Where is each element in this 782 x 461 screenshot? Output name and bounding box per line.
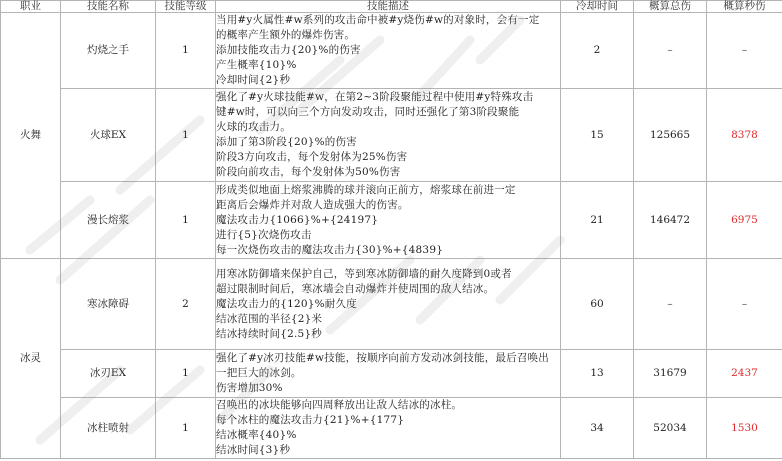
desc-line: 结冰持续时间{2.5}秒 [216, 327, 322, 340]
dps-cell: 8378 [707, 89, 782, 182]
desc-line: 一把巨大的冰剑。 [216, 367, 302, 379]
total-damage-cell: 52034 [634, 398, 707, 459]
desc-line: 伤害增加30% [216, 382, 283, 394]
table-row [1, 182, 782, 259]
header-skill-name: 技能名称 [61, 1, 156, 13]
header-row [1, 1, 782, 13]
desc-line: 强化了#y冰刃技能#w技能，按顺序向前方发动冰剑技能，最后召唤出 [216, 352, 549, 364]
desc-line: 当用#y火属性#w系列的攻击命中被#y烧伤#w的对象时，会有一定 [216, 14, 540, 26]
total-damage-cell: 125665 [634, 89, 707, 182]
desc-line: 进行{5}次烧伤攻击 [216, 228, 312, 241]
skill-level: 1 [156, 89, 216, 182]
skill-desc [216, 350, 561, 398]
desc-line: 超过限制时间后，寒冰墙会自动爆炸并使周围的敌人结冰。 [216, 282, 495, 295]
desc-line: 阶段3方向攻击，每个发射体为25%伤害 [216, 151, 408, 163]
dps-cell: 6975 [707, 182, 782, 259]
cooldown-cell: 13 [561, 350, 634, 398]
class-cell: 火舞 [1, 13, 61, 259]
desc-line: 产生概率{10}% [216, 59, 297, 71]
header-dps: 概算秒伤 [707, 1, 782, 13]
cooldown-cell: 2 [561, 13, 634, 89]
total-damage-cell: – [634, 13, 707, 89]
desc-line: 每一次烧伤攻击的魔法攻击力{30}%+{4839} [216, 243, 444, 256]
cooldown-cell: 60 [561, 259, 634, 350]
dps-cell: 1530 [707, 398, 782, 459]
total-damage-cell: 31679 [634, 350, 707, 398]
total-damage-cell: – [634, 259, 707, 350]
skill-name: 冰柱喷射 [61, 398, 156, 459]
dps-cell: – [707, 13, 782, 89]
desc-line: 结冰时间{3}秒 [216, 444, 291, 456]
skill-desc [216, 259, 561, 350]
table-row [1, 89, 782, 182]
header-total-damage: 概算总伤 [634, 1, 707, 13]
desc-line: 添加技能攻击力{20}%的伤害 [216, 44, 361, 56]
desc-line: 形成类似地面上熔浆沸腾的球并滚向正前方，熔浆球在前进一定 [216, 183, 516, 196]
cooldown-cell: 21 [561, 182, 634, 259]
desc-line: 每个冰柱的魔法攻击力{21}%+{177} [216, 414, 405, 426]
header-cooldown: 冷却时间 [561, 1, 634, 13]
dps-cell: 2437 [707, 350, 782, 398]
desc-line: 结冰概率{40}% [216, 429, 297, 441]
desc-line: 召唤出的冰块能够向四周释放出让敌人结冰的冰柱。 [216, 399, 463, 411]
desc-line: 的概率产生额外的爆炸伤害。 [216, 29, 356, 41]
header-class: 职业 [1, 1, 61, 13]
desc-line: 阶段向前攻击，每个发射体为50%伤害 [216, 166, 401, 178]
skill-name: 冰刃EX [61, 350, 156, 398]
skill-desc [216, 398, 561, 459]
desc-line: 结冰范围的半径{2}米 [216, 312, 323, 325]
total-damage-cell: 146472 [634, 182, 707, 259]
skill-name: 灼烧之手 [61, 13, 156, 89]
desc-line: 添加了第3阶段{20}%的伤害 [216, 136, 357, 148]
skill-level: 1 [156, 182, 216, 259]
desc-line: 键#w时，可以向三个方向发动攻击，同时还强化了第3阶段聚能 [216, 106, 520, 118]
desc-line: 强化了#y火球技能#w，在第2~3阶段聚能过程中使用#y特殊攻击 [216, 91, 534, 103]
header-skill-level: 技能等级 [156, 1, 216, 13]
skill-desc [216, 182, 561, 259]
desc-line: 魔法攻击力的{120}%耐久度 [216, 297, 357, 310]
desc-line: 用寒冰防御墙来保护自己，等到寒冰防御墙的耐久度降到0或者 [216, 267, 512, 280]
skill-level: 1 [156, 350, 216, 398]
table-row [1, 350, 782, 398]
skill-name: 漫长熔浆 [61, 182, 156, 259]
skill-level: 1 [156, 398, 216, 459]
cooldown-cell: 34 [561, 398, 634, 459]
table-row [1, 398, 782, 459]
table-row [1, 259, 782, 350]
skill-level: 2 [156, 259, 216, 350]
cooldown-cell: 15 [561, 89, 634, 182]
skill-name: 火球EX [61, 89, 156, 182]
desc-line: 魔法攻击力{1066}%+{24197} [216, 213, 379, 226]
skill-desc [216, 13, 561, 89]
class-cell: 冰灵 [1, 259, 61, 459]
skill-name: 寒冰障碍 [61, 259, 156, 350]
desc-line: 冷却时间{2}秒 [216, 74, 291, 86]
desc-line: 火球的攻击力。 [216, 121, 291, 133]
dps-cell: – [707, 259, 782, 350]
skill-level: 1 [156, 13, 216, 89]
skill-desc [216, 89, 561, 182]
table-row [1, 13, 782, 89]
header-skill-desc: 技能描述 [216, 1, 561, 13]
desc-line: 距离后会爆炸并对敌人造成强大的伤害。 [216, 198, 409, 211]
